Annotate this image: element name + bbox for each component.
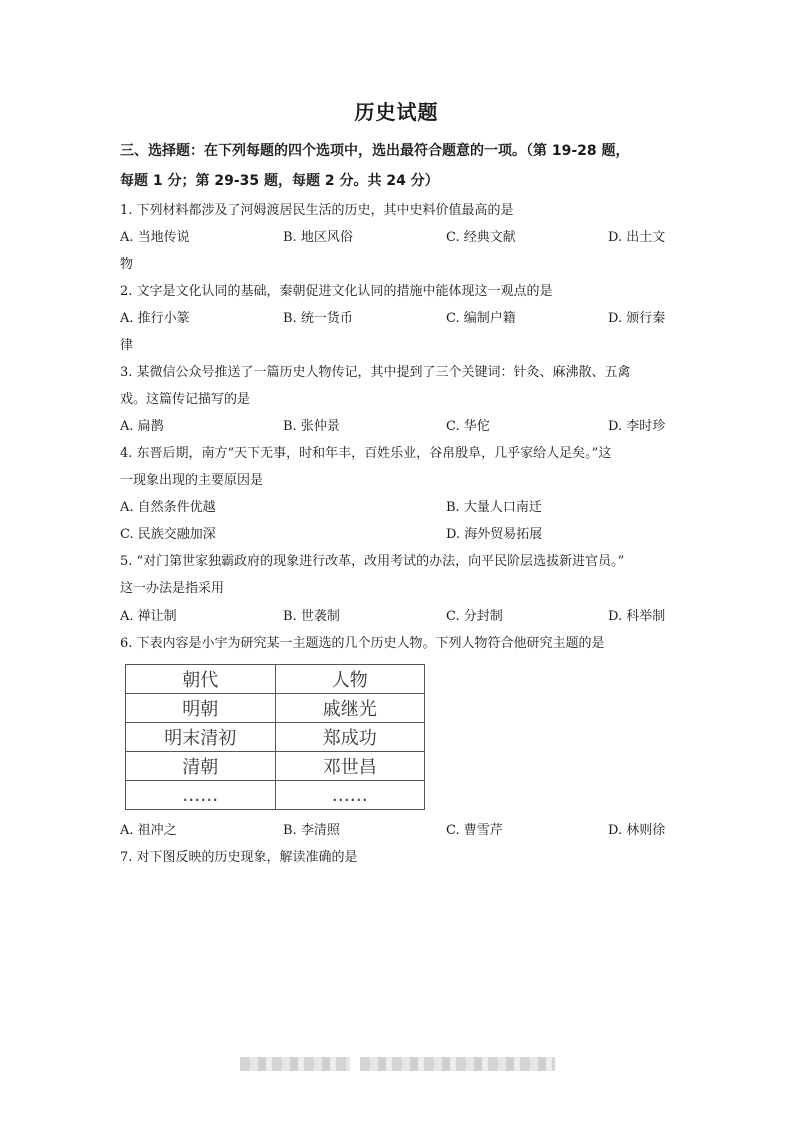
- table-row: [126, 781, 425, 810]
- question-1-option-b: B. 地区风俗: [283, 230, 353, 245]
- question-3-option-c: C. 华佗: [446, 419, 490, 434]
- question-4-option-a: A. 自然条件优越: [120, 500, 216, 515]
- table-cell-dynasty: 清朝: [126, 752, 276, 781]
- question-3-option-d: D. 李时珍: [608, 419, 666, 434]
- question-2-stem: 2. 文字是文化认同的基础，秦朝促进文化认同的措施中能体现这一观点的是: [120, 284, 553, 299]
- question-4-option-c: C. 民族交融加深: [120, 527, 216, 542]
- question-4-option-b: B. 大量人口南迁: [446, 500, 542, 515]
- question-1-stem: 1. 下列材料都涉及了河姆渡居民生活的历史，其中史料价值最高的是: [120, 203, 514, 218]
- question-6-stem: 6. 下表内容是小宇为研究某一主题选的几个历史人物。下列人物符合他研究主题的是: [120, 636, 605, 651]
- question-2-option-c: C. 编制户籍: [446, 311, 516, 326]
- table-cell-dynasty: ……: [126, 781, 276, 810]
- question-5-option-b: B. 世袭制: [283, 609, 340, 624]
- question-3-option-a: A. 扁鹊: [120, 419, 164, 434]
- question-6-option-a: A. 祖冲之: [120, 823, 177, 838]
- question-1-option-d: D. 出土文: [608, 230, 666, 245]
- question-4-option-d: D. 海外贸易拓展: [446, 527, 543, 542]
- table-row: [126, 694, 425, 723]
- table-cell-person: 邓世昌: [275, 752, 425, 781]
- question-6-option-d: D. 林则徐: [608, 823, 666, 838]
- footer-watermark-blur: [240, 1057, 350, 1071]
- table-row: [126, 752, 425, 781]
- question-1-option-c: C. 经典文献: [446, 230, 516, 245]
- page-title: 历史试题: [354, 100, 439, 124]
- table-cell-dynasty: 明末清初: [126, 723, 276, 752]
- question-3-stem-line-2: 戏。这篇传记描写的是: [120, 392, 251, 407]
- table-cell-person: 郑成功: [275, 723, 425, 752]
- table-cell-person: ……: [275, 781, 425, 810]
- question-3-stem-line-1: 3. 某微信公众号推送了一篇历史人物传记，其中提到了三个关键词：针灸、麻沸散、五禽: [120, 365, 631, 380]
- section-instruction-line-1: 三、选择题：在下列每题的四个选项中，选出最符合题意的一项。（第 19-28 题，: [120, 143, 630, 159]
- question-2-option-b: B. 统一货币: [283, 311, 353, 326]
- question-5-stem-line-2: 这一办法是指采用: [120, 581, 225, 596]
- question-4-stem-line-1: 4. 东晋后期，南方“天下无事，时和年丰，百姓乐业，谷帛殷阜，几乎家给人足矣。”这: [120, 446, 612, 461]
- question-6-option-c: C. 曹雪芹: [446, 823, 503, 838]
- question-5-option-d: D. 科举制: [608, 609, 666, 624]
- table-cell-person: 戚继光: [275, 694, 425, 723]
- history-figures-table: [125, 664, 425, 810]
- table-cell-dynasty: 明朝: [126, 694, 276, 723]
- question-5-option-c: C. 分封制: [446, 609, 503, 624]
- question-2-option-a: A. 推行小篆: [120, 311, 190, 326]
- question-4-stem-line-2: 一现象出现的主要原因是: [120, 473, 264, 488]
- question-7-stem: 7. 对下图反映的历史现象，解读准确的是: [120, 850, 358, 865]
- question-3-option-b: B. 张仲景: [283, 419, 340, 434]
- question-2-option-d-continued: 律: [120, 338, 134, 353]
- question-6-table: [125, 664, 425, 806]
- question-6-option-b: B. 李清照: [283, 823, 340, 838]
- table-row: [126, 723, 425, 752]
- question-5-option-a: A. 禅让制: [120, 609, 177, 624]
- question-1-option-a: A. 当地传说: [120, 230, 190, 245]
- question-5-stem-line-1: 5. “对门第世家独霸政府的现象进行改革，改用考试的办法，向平民阶层选拔新进官员。”: [120, 554, 625, 569]
- footer-watermark-blur: [360, 1057, 555, 1071]
- question-1-option-d-continued: 物: [120, 257, 134, 272]
- table-header-dynasty: 朝代: [126, 665, 276, 694]
- table-header-person: 人物: [275, 665, 425, 694]
- table-header-row: [126, 665, 425, 694]
- section-instruction-line-2: 每题 1 分；第 29-35 题，每题 2 分。共 24 分）: [120, 173, 439, 189]
- question-2-option-d: D. 颁行秦: [608, 311, 666, 326]
